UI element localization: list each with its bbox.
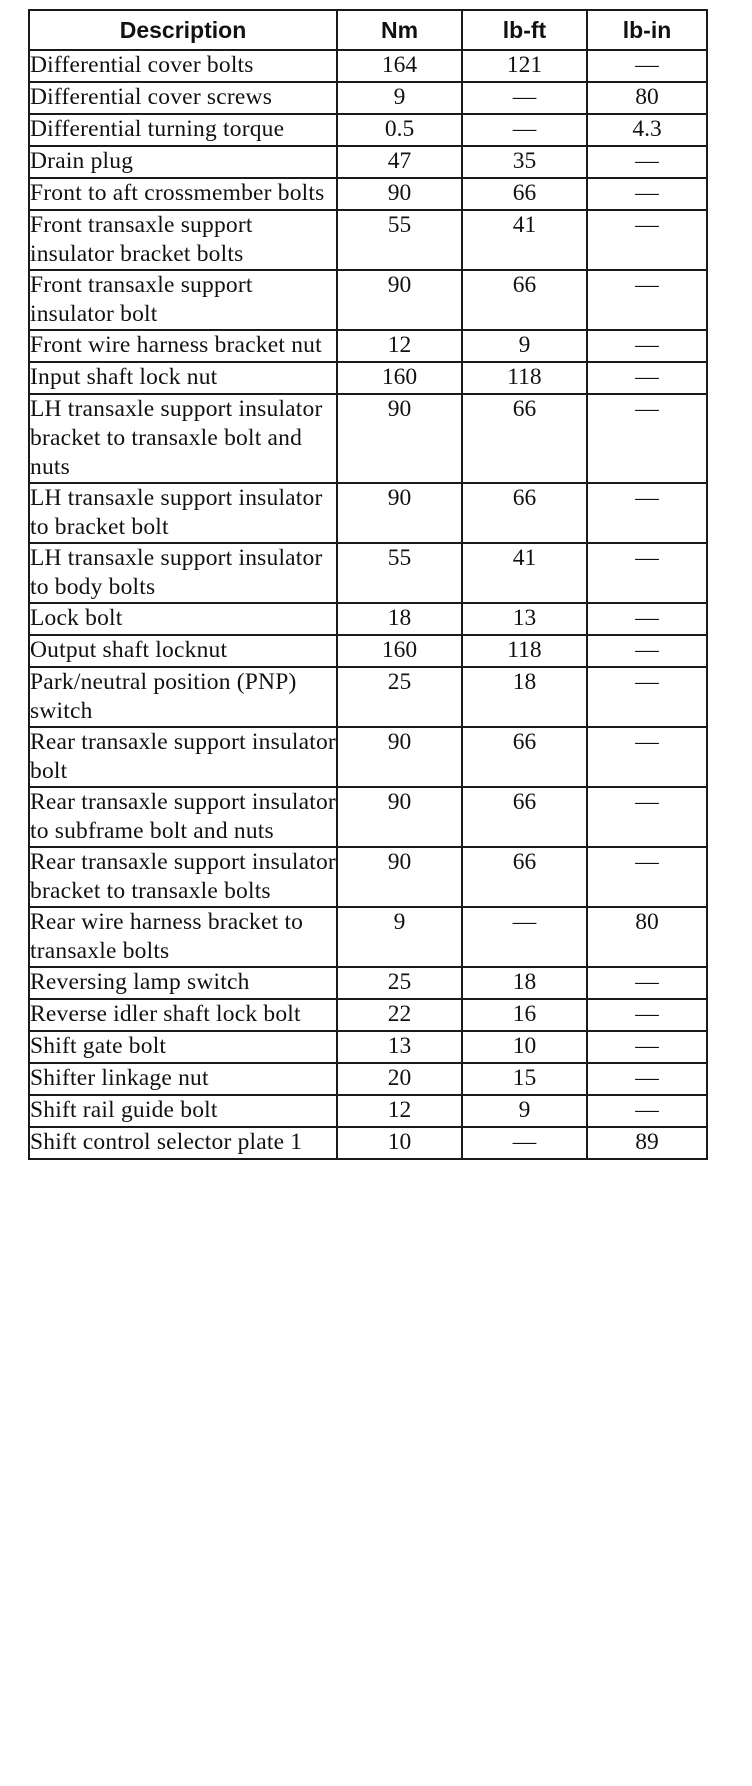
lb-ft-cell: 41: [462, 210, 587, 270]
nm-cell: 90: [337, 394, 462, 483]
lb-ft-cell: 66: [462, 178, 587, 210]
table-row: [29, 483, 707, 543]
nm-cell: 47: [337, 146, 462, 178]
nm-cell: 0.5: [337, 114, 462, 146]
nm-cell: 164: [337, 50, 462, 82]
lb-in-cell: —: [587, 1063, 707, 1095]
nm-cell: 12: [337, 1095, 462, 1127]
table-row: [29, 1063, 707, 1095]
table-row: [29, 210, 707, 270]
table-row: [29, 146, 707, 178]
nm-cell: 9: [337, 82, 462, 114]
column-header-nm: Nm: [337, 10, 462, 50]
lb-ft-cell: —: [462, 907, 587, 967]
table-row: [29, 1095, 707, 1127]
nm-cell: 12: [337, 330, 462, 362]
description-cell: Rear transaxle support insulator to subframe bolt and nuts: [29, 787, 337, 847]
nm-cell: 55: [337, 543, 462, 603]
nm-cell: 160: [337, 362, 462, 394]
lb-ft-cell: 15: [462, 1063, 587, 1095]
description-cell: Differential cover bolts: [29, 50, 337, 82]
table-row: [29, 667, 707, 727]
table-body: [29, 50, 707, 1159]
lb-in-cell: —: [587, 50, 707, 82]
lb-in-cell: —: [587, 210, 707, 270]
description-cell: Front to aft crossmember bolts: [29, 178, 337, 210]
description-cell: Input shaft lock nut: [29, 362, 337, 394]
table-row: [29, 114, 707, 146]
column-header-lb-in: lb-in: [587, 10, 707, 50]
lb-in-cell: —: [587, 178, 707, 210]
description-cell: Park/neutral position (PNP) switch: [29, 667, 337, 727]
lb-in-cell: —: [587, 787, 707, 847]
nm-cell: 90: [337, 270, 462, 330]
lb-ft-cell: 16: [462, 999, 587, 1031]
lb-in-cell: —: [587, 727, 707, 787]
lb-ft-cell: 13: [462, 603, 587, 635]
table-row: [29, 178, 707, 210]
description-cell: Reversing lamp switch: [29, 967, 337, 999]
lb-ft-cell: 10: [462, 1031, 587, 1063]
lb-ft-cell: 41: [462, 543, 587, 603]
nm-cell: 25: [337, 667, 462, 727]
lb-in-cell: —: [587, 394, 707, 483]
lb-ft-cell: 18: [462, 967, 587, 999]
description-cell: Front transaxle support insulator bolt: [29, 270, 337, 330]
description-cell: LH transaxle support insulator to bracket bolt: [29, 483, 337, 543]
lb-in-cell: —: [587, 146, 707, 178]
nm-cell: 55: [337, 210, 462, 270]
description-cell: Differential cover screws: [29, 82, 337, 114]
nm-cell: 20: [337, 1063, 462, 1095]
nm-cell: 18: [337, 603, 462, 635]
lb-ft-cell: 66: [462, 727, 587, 787]
table-row: [29, 82, 707, 114]
lb-ft-cell: 118: [462, 362, 587, 394]
lb-ft-cell: 66: [462, 787, 587, 847]
nm-cell: 9: [337, 907, 462, 967]
description-cell: Rear transaxle support insulator bracket to transaxle bolts: [29, 847, 337, 907]
lb-ft-cell: 118: [462, 635, 587, 667]
lb-in-cell: —: [587, 270, 707, 330]
table-row: [29, 907, 707, 967]
lb-ft-cell: 9: [462, 330, 587, 362]
table-row: [29, 330, 707, 362]
table-row: [29, 50, 707, 82]
description-cell: LH transaxle support insulator to body bolts: [29, 543, 337, 603]
table-header-row: [29, 10, 707, 50]
lb-in-cell: —: [587, 1095, 707, 1127]
description-cell: Shift rail guide bolt: [29, 1095, 337, 1127]
description-cell: Drain plug: [29, 146, 337, 178]
table-row: [29, 270, 707, 330]
nm-cell: 90: [337, 178, 462, 210]
description-cell: Lock bolt: [29, 603, 337, 635]
table-row: [29, 999, 707, 1031]
lb-ft-cell: —: [462, 114, 587, 146]
lb-ft-cell: 66: [462, 270, 587, 330]
table-row: [29, 1127, 707, 1159]
lb-ft-cell: —: [462, 1127, 587, 1159]
lb-in-cell: —: [587, 362, 707, 394]
nm-cell: 90: [337, 727, 462, 787]
lb-in-cell: 80: [587, 82, 707, 114]
table-row: [29, 543, 707, 603]
nm-cell: 90: [337, 787, 462, 847]
nm-cell: 13: [337, 1031, 462, 1063]
description-cell: Front wire harness bracket nut: [29, 330, 337, 362]
column-header-lb-ft: lb-ft: [462, 10, 587, 50]
lb-ft-cell: 66: [462, 394, 587, 483]
lb-ft-cell: 121: [462, 50, 587, 82]
lb-in-cell: —: [587, 603, 707, 635]
description-cell: Rear wire harness bracket to transaxle bolts: [29, 907, 337, 967]
lb-ft-cell: 66: [462, 483, 587, 543]
lb-ft-cell: 18: [462, 667, 587, 727]
table-row: [29, 394, 707, 483]
lb-ft-cell: 66: [462, 847, 587, 907]
table-row: [29, 603, 707, 635]
table-row: [29, 362, 707, 394]
description-cell: Reverse idler shaft lock bolt: [29, 999, 337, 1031]
lb-in-cell: 89: [587, 1127, 707, 1159]
description-cell: Shift control selector plate 1: [29, 1127, 337, 1159]
lb-in-cell: 4.3: [587, 114, 707, 146]
lb-in-cell: —: [587, 543, 707, 603]
nm-cell: 160: [337, 635, 462, 667]
lb-in-cell: —: [587, 847, 707, 907]
lb-in-cell: —: [587, 330, 707, 362]
lb-ft-cell: 35: [462, 146, 587, 178]
nm-cell: 90: [337, 483, 462, 543]
description-cell: Shift gate bolt: [29, 1031, 337, 1063]
description-cell: LH transaxle support insulator bracket to transaxle bolt and nuts: [29, 394, 337, 483]
nm-cell: 22: [337, 999, 462, 1031]
lb-ft-cell: —: [462, 82, 587, 114]
nm-cell: 90: [337, 847, 462, 907]
description-cell: Rear transaxle support insulator bolt: [29, 727, 337, 787]
table-row: [29, 787, 707, 847]
lb-in-cell: 80: [587, 907, 707, 967]
lb-in-cell: —: [587, 999, 707, 1031]
description-cell: Output shaft locknut: [29, 635, 337, 667]
nm-cell: 25: [337, 967, 462, 999]
lb-ft-cell: 9: [462, 1095, 587, 1127]
description-cell: Shifter linkage nut: [29, 1063, 337, 1095]
column-header-description: Description: [29, 10, 337, 50]
lb-in-cell: —: [587, 967, 707, 999]
lb-in-cell: —: [587, 1031, 707, 1063]
lb-in-cell: —: [587, 667, 707, 727]
description-cell: Front transaxle support insulator bracket bolts: [29, 210, 337, 270]
lb-in-cell: —: [587, 635, 707, 667]
table-row: [29, 1031, 707, 1063]
table-row: [29, 635, 707, 667]
table-row: [29, 847, 707, 907]
lb-in-cell: —: [587, 483, 707, 543]
table-row: [29, 967, 707, 999]
table-row: [29, 727, 707, 787]
description-cell: Differential turning torque: [29, 114, 337, 146]
nm-cell: 10: [337, 1127, 462, 1159]
torque-specifications-table: [28, 9, 708, 1160]
